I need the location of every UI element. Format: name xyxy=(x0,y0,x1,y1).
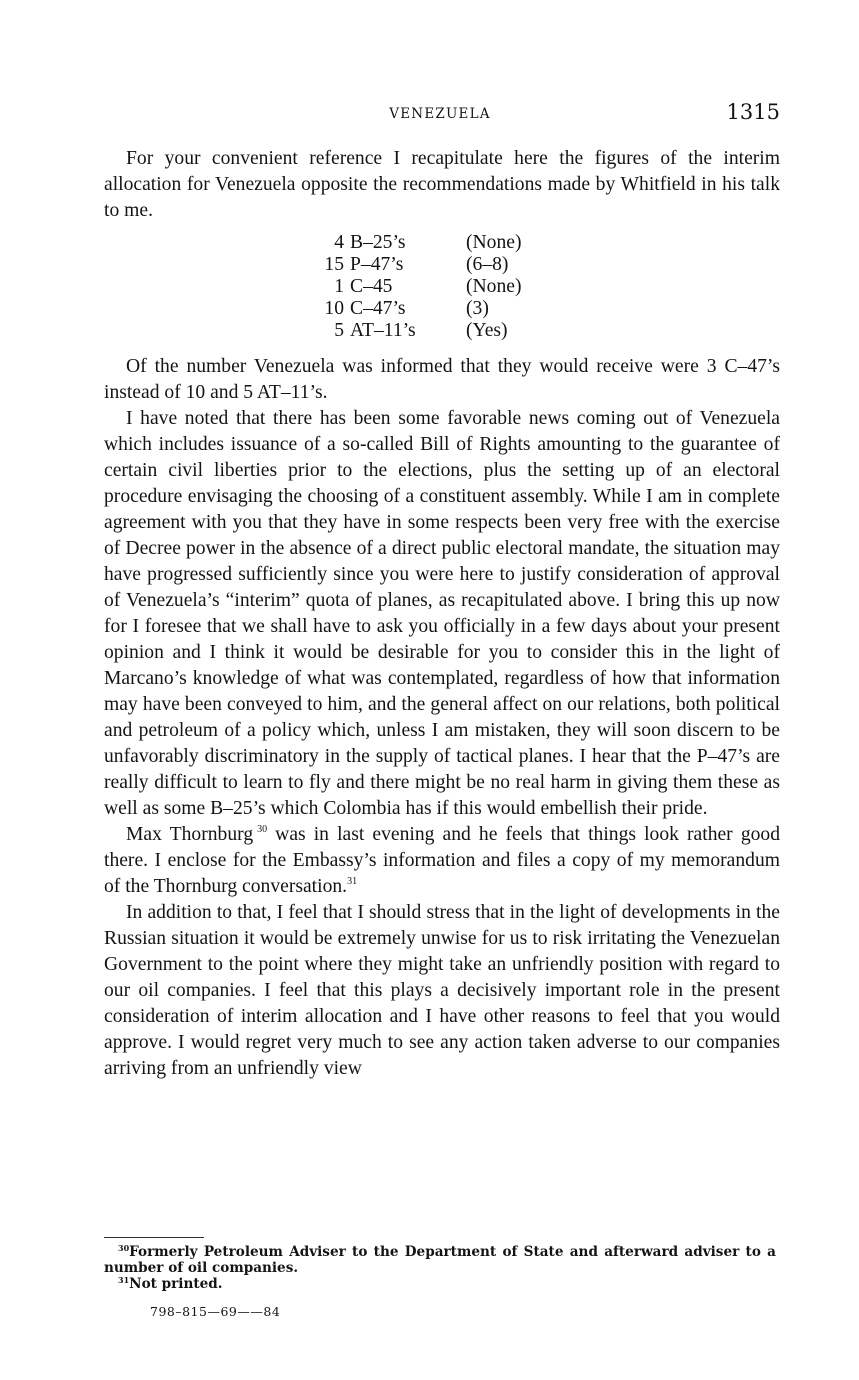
footnote-divider xyxy=(104,1237,204,1238)
table-row xyxy=(316,320,522,342)
table-row xyxy=(316,298,522,320)
thornburg-text-start: Max Thornburg xyxy=(126,824,254,845)
footnote-30 xyxy=(104,1244,776,1276)
page-number: 1315 xyxy=(726,100,780,124)
paragraph-favorable-news: I have noted that there has been some favorable news coming out of Venezuela which includes issuance of a so-called Bill of Rights amounting to the guarantee of certain civil liberties prior to the elections, plus the setting up of an electoral procedure envisaging the choosing of a constituent assembly. While I am in complete agreement with you that they have in some respects been very free with the exercise of Decree power in the absence of a direct public electoral mandate, the situation may have progressed sufficiently since you were here to justify consideration of approval of Venezuela’s “interim” quota of planes, as recapitulated above. I bring this up now for I foresee that we shall have to ask you officially in a few days about your present opinion and I think it would be desirable for you to consider this in the light of Marcano’s knowledge of what was contemplated, regardless of how that information may have been conveyed to him, and the general affect on our relations, both political and petroleum of a policy which, unless I am mistaken, they will soon discern to be unfavorably discriminatory in the supply of tactical planes. I hear that the P–47’s are really difficult to learn to fly and there might be no real harm in giving them these as well as some B–25’s which Colombia has if this would embellish their pride. xyxy=(104,408,780,819)
footnote-reference-30[interactable]: 30 xyxy=(257,824,268,835)
footnote-31 xyxy=(104,1276,776,1292)
table-cell-plane: P–47’s xyxy=(350,254,404,275)
printer-mark: 798–815—69——84 xyxy=(150,1304,281,1319)
body-text xyxy=(104,146,780,1082)
allocation-table-wrapper xyxy=(104,232,780,342)
paragraph-russian-situation: In addition to that, I feel that I should stress that in the light of developments in the Russian situation it would be extremely unwise for us to risk irritating the Venezuelan Government to the point where they might take an unfriendly position with regard to our oil companies. I feel that this plays a decisively important role in the present consideration of interim allocation and I have other reasons to feel that you would approve. I would regret very much to see any action taken adverse to our companies arriving from an unfriendly view xyxy=(104,902,780,1079)
table-cell-recommendation: (None) xyxy=(466,232,522,253)
table-cell-recommendation: (3) xyxy=(466,298,489,319)
footnote-number: 30 xyxy=(118,1243,130,1253)
table-cell-recommendation: (Yes) xyxy=(466,320,508,341)
table-row xyxy=(316,232,522,254)
table-cell-plane: B–25’s xyxy=(350,232,406,253)
table-row xyxy=(316,254,522,276)
page-header xyxy=(100,100,780,132)
paragraph-number-informed: Of the number Venezuela was informed that they would receive were 3 C–47’s instead of 10 and 5 AT–11’s. xyxy=(104,356,780,403)
table-cell-quantity: 10 xyxy=(324,298,344,319)
thornburg-text-middle: was in last evening and he feels that things look rather good there. I enclose for the Embassy’s information and files a copy of my memorandum of the Thornburg conversation. xyxy=(104,824,781,897)
running-head: VENEZUELA xyxy=(389,106,491,122)
table-cell-plane: C–45 xyxy=(350,276,393,297)
table-cell-recommendation: (6–8) xyxy=(466,254,509,275)
table-cell-quantity: 4 xyxy=(334,232,344,253)
footnotes xyxy=(104,1244,776,1292)
table-cell-recommendation: (None) xyxy=(466,276,522,297)
paragraph-thornburg xyxy=(104,822,780,900)
allocation-table xyxy=(316,232,522,342)
footnote-text: Not printed. xyxy=(129,1276,223,1292)
table-cell-plane: C–47’s xyxy=(350,298,406,319)
table-cell-quantity: 15 xyxy=(324,254,344,275)
footnote-text: Formerly Petroleum Adviser to the Department of State and afterward adviser to a number of oil companies. xyxy=(104,1244,776,1276)
paragraph-intro: For your convenient reference I recapitulate here the figures of the interim allocation for Venezuela opposite the recommendations made by Whitfield in his talk to me. xyxy=(104,148,780,221)
footnote-number: 31 xyxy=(118,1275,130,1285)
footnote-reference-31[interactable]: 31 xyxy=(347,876,358,887)
table-cell-plane: AT–11’s xyxy=(350,320,416,341)
table-row xyxy=(316,276,522,298)
table-cell-quantity: 1 xyxy=(334,276,344,297)
table-cell-quantity: 5 xyxy=(334,320,344,341)
